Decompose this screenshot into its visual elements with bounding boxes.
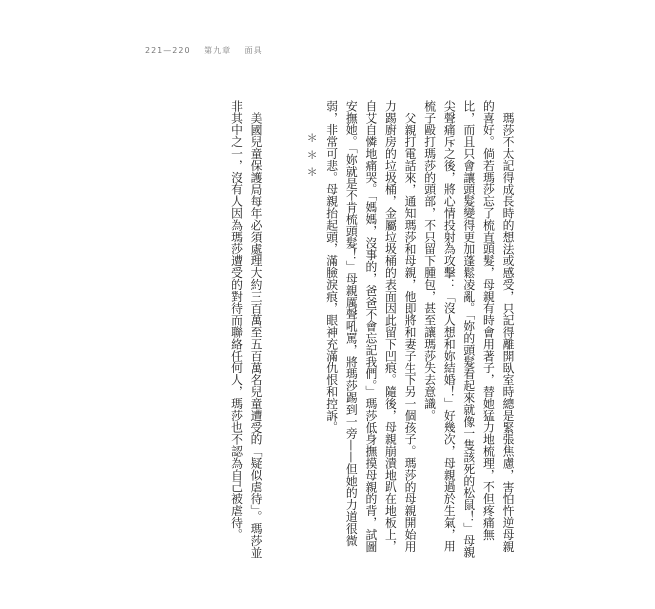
paragraph-2: 父親打電話來，通知瑪莎和母親，他即將和妻子生下另一個孩子。瑪莎的母親開始用力踢廚房的垃圾桶，金屬垃圾桶的表面因此留下凹痕。隨後，母親崩潰地趴在地板上，自艾自憐地痛哭。「媽媽，沒事的，爸爸不會忘記我們。」瑪莎低身撫摸母親的背，試圖安撫她。「妳就是不肯梳頭髮！」母親厲聲吼罵，將瑪莎踢到一旁——但她的力道很微弱，非常可悲。母親抬起頭，滿臉淚痕，眼神充滿仇恨和控訴。 xyxy=(324,100,418,553)
running-header xyxy=(145,45,273,56)
paragraph-3: 美國兒童保護局每年必須處理大約三百萬至五百萬名兒童遭受的「疑似虐待」。瑪莎並非其中之一，沒有人因為瑪莎遭受的對待而聯絡任何人，瑪莎也不認為自己被虐待。 xyxy=(229,100,264,559)
section-divider: ＊＊＊ xyxy=(305,132,319,183)
section-title: 面具 xyxy=(244,46,263,55)
page-body xyxy=(226,100,517,560)
page-number: 221—220 xyxy=(145,46,191,55)
chapter-label: 第九章 xyxy=(204,46,232,55)
paragraph-1: 瑪莎不太記得成長時的想法或感受，只記得離開臥室時總是緊張焦慮，害怕忤逆母親的喜好。倘若瑪莎忘了梳直頭髮，母親有時會用著子，替她猛力地梳理，不但疼痛無比，而且只會讓頭髮變得更加蓬鬆凌亂。「妳的頭髮看起來就像一隻該死的松鼠！」母親尖聲痛斥之後，將心情投射為攻擊：「沒人想和妳結婚！」好幾次，母親過於生氣，用梳子毆打瑪莎的頭部，不只留下腫包，甚至讓瑪莎失去意識。 xyxy=(422,100,515,559)
